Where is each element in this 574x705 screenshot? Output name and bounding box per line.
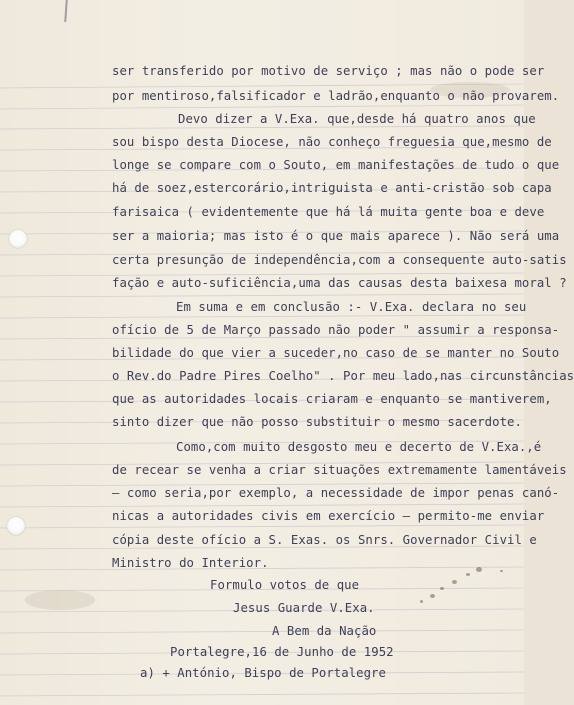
text-line: sou bispo desta Diocese, não conheço freguesia que,mesmo de (112, 135, 552, 149)
text-line: cópia deste ofício a S. Exas. os Snrs. Governador Civil e (112, 533, 537, 547)
text-line: que as autoridades locais criaram e enquanto se mantiverem, (112, 392, 552, 406)
text-line: o Rev.do Padre Pires Coelho" . Por meu lado,nas circunstâncias (112, 369, 574, 383)
ink-spot (476, 567, 482, 572)
text-line: há de soez,estercorário,intriguista e anti-cristão sob capa (112, 181, 552, 195)
text-line: farisaica ( evidentemente que há lá muita gente boa e deve (112, 205, 545, 219)
text-line: — como seria,por exemplo, a necessidade de impor penas canó- (112, 486, 560, 500)
text-line: Devo dizer a V.Exa. que,desde há quatro anos que (178, 112, 536, 126)
ink-spot (440, 587, 444, 590)
closing-votos: Formulo votos de que (210, 578, 360, 592)
text-line: ser transferido por motivo de serviço ; mas não o pode ser (112, 64, 545, 78)
ink-spot (500, 570, 503, 572)
text-line: Ministro do Interior. (112, 556, 269, 570)
punch-hole-bottom (7, 517, 25, 535)
text-line: de recear se venha a criar situações extremamente lamentáveis (112, 463, 567, 477)
text-line: sinto dizer que não posso substituir o mesmo sacerdote. (112, 415, 522, 429)
text-line: por mentiroso,falsificador e ladrão,enquanto o não provarem. (112, 89, 560, 103)
ink-spot (430, 594, 435, 598)
closing-nacao: A Bem da Nação (272, 624, 377, 638)
text-line: certa presunção de independência,com a consequente auto-satis (112, 253, 567, 267)
text-line: bilidade do que vier a suceder,no caso de se manter no Souto (112, 346, 560, 360)
ink-spot (420, 600, 423, 603)
closing-date: Portalegre,16 de Junho de 1952 (170, 645, 394, 659)
text-line: Em suma e em conclusão :- V.Exa. declara no seu (176, 300, 527, 314)
punch-hole-top (9, 230, 27, 248)
text-line: Como,com muito desgosto meu e decerto de V.Exa.,é (176, 440, 542, 454)
ink-spot (466, 573, 470, 576)
closing-jesus: Jesus Guarde V.Exa. (233, 601, 375, 615)
text-line: longe se compare com o Souto, em manifestações de tudo o que (112, 158, 560, 172)
closing-signature: a) + António, Bispo de Portalegre (140, 666, 386, 680)
text-line: nicas a autoridades civis em exercício — permito-me enviar (112, 509, 545, 523)
text-line: ofício de 5 de Março passado não poder " assumir a responsa- (112, 323, 560, 337)
text-line: fação e auto-suficiência,uma das causas desta baixesa moral ? (112, 276, 567, 290)
ink-spot (452, 580, 457, 584)
text-line: ser a maioria; mas isto é o que mais aparece ). Não será uma (112, 229, 560, 243)
